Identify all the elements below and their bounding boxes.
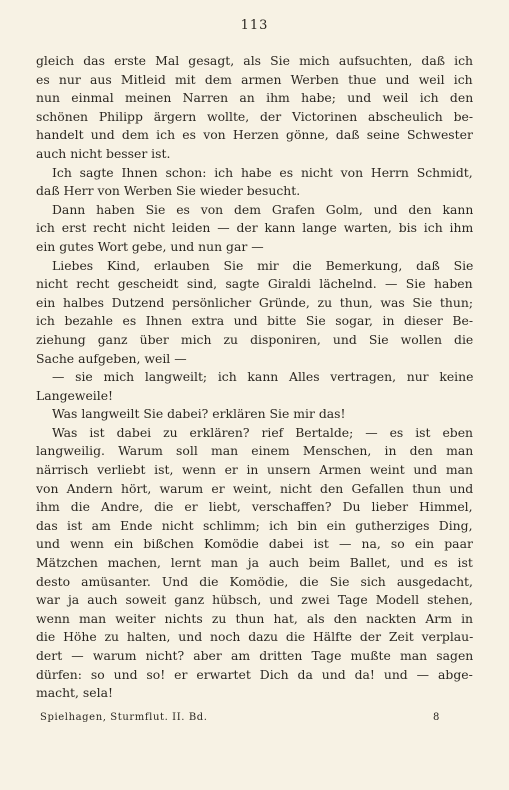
- text-line: nicht recht gescheidt sind, sagte Giraldi lächelnd. — Sie haben: [36, 276, 473, 292]
- text-line: — sie mich langweilt; ich kann Alles vertragen, nur keine: [52, 369, 473, 385]
- text-line: von Andern hört, warum er weint, nicht den Gefallen thun und: [36, 480, 473, 496]
- text-line: ein halbes Dutzend persönlicher Gründe, zu thun, was Sie thun;: [36, 294, 473, 310]
- text-line: Was ist dabei zu erklären? rief Bertalde; — es ist eben: [52, 424, 473, 440]
- text-line: macht, sela!: [36, 685, 113, 701]
- text-line: ich bezahle es Ihnen extra und bitte Sie sogar, in dieser Be-: [36, 313, 473, 329]
- footer-sheet-number: 8: [433, 712, 440, 723]
- text-line: schönen Philipp ärgern wollte, der Victorinen abscheulich be-: [36, 108, 473, 124]
- text-line: Mätzchen machen, lernt man ja auch beim Ballet, und es ist: [36, 555, 473, 571]
- text-line: Dann haben Sie es von dem Grafen Golm, und den kann: [52, 201, 473, 217]
- text-line: gleich das erste Mal gesagt, als Sie mich aufsuchten, daß ich: [36, 53, 473, 68]
- text-line: Liebes Kind, erlauben Sie mir die Bemerkung, daß Sie: [52, 257, 473, 273]
- text-line: närrisch verliebt ist, wenn er in unsern Armen weint und man: [36, 462, 473, 478]
- page-footer: [40, 712, 440, 723]
- text-line: die Höhe zu halten, und noch dazu die Hälfte der Zeit verplau-: [36, 629, 473, 645]
- body-text: [36, 52, 473, 703]
- text-line: das ist am Ende nicht schlimm; ich bin ein gutherziges Ding,: [36, 517, 473, 533]
- text-line: ein gutes Wort gebe, und nun gar —: [36, 238, 264, 254]
- text-line: ihm die Andre, die er liebt, verschaffen? Du lieber Himmel,: [36, 499, 473, 515]
- text-line: Langeweile!: [36, 387, 114, 403]
- text-line: Was langweilt Sie dabei? erklären Sie mir das!: [52, 406, 346, 422]
- text-line: Ich sagte Ihnen schon: ich habe es nicht von Herrn Schmidt,: [52, 164, 473, 180]
- text-line: dert — warum nicht? aber am dritten Tage mußte man sagen: [36, 648, 473, 663]
- text-line: und wenn ein bißchen Komödie dabei ist — na, so ein paar: [36, 536, 473, 552]
- text-line: ziehung ganz über mich zu disponiren, und Sie wollen die: [36, 331, 473, 347]
- text-line: auch nicht besser ist.: [36, 145, 171, 161]
- text-line: wenn man weiter nichts zu thun hat, als den nackten Arm in: [36, 610, 473, 626]
- text-line: nun einmal meinen Narren an ihm habe; und weil ich den: [36, 90, 473, 106]
- page-number: 113: [240, 18, 269, 33]
- text-line: handelt und dem ich es von Herzen gönne, daß seine Schwester: [36, 127, 473, 143]
- footer-signature: Spielhagen, Sturmflut. II. Bd.: [40, 712, 208, 723]
- text-line: ich erst recht nicht leiden — der kann lange warten, bis ich ihm: [36, 220, 473, 236]
- text-line: Sache aufgeben, weil —: [36, 350, 187, 366]
- text-line: langweilig. Warum soll man einem Menschen, in den man: [36, 443, 473, 459]
- text-line: war ja auch soweit ganz hübsch, und zwei Tage Modell stehen,: [36, 592, 473, 608]
- text-line: daß Herr von Werben Sie wieder besucht.: [36, 183, 301, 199]
- text-line: es nur aus Mitleid mit dem armen Werben thue und weil ich: [36, 71, 473, 87]
- text-line: dürfen: so und so! er erwartet Dich da und da! und — abge-: [36, 666, 473, 682]
- text-line: desto amüsanter. Und die Komödie, die Sie sich ausgedacht,: [36, 573, 473, 589]
